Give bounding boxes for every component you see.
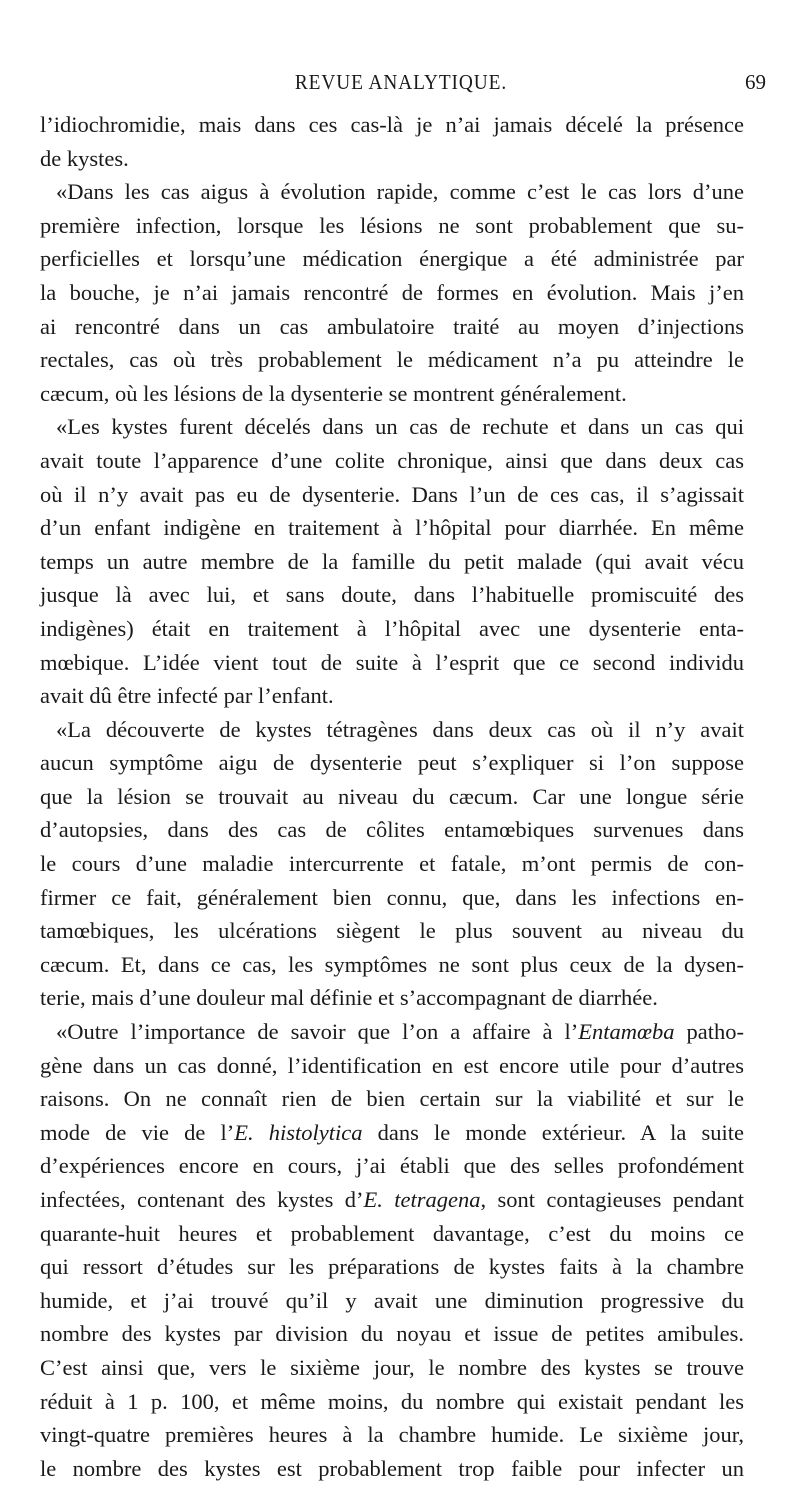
text-line: ai rencontré dans un cas ambulatoire traité au moyen d’injections [40, 313, 744, 339]
text-line: raisons. On ne connaît rien de bien certain sur la viabilité et sur le [40, 1086, 744, 1112]
text-fragment: dans le monde extérieur. A la suite [362, 1119, 744, 1145]
text-fragment: infectées, contenant des kystes d’ [40, 1187, 364, 1212]
text-line: le cours d’une maladie intercurrente et fatale, m’ont permis de con- [40, 851, 744, 877]
italic-term: E. histolytica [234, 1119, 363, 1145]
italic-term: E. tetragena [363, 1187, 481, 1212]
text-line: gène dans un cas donné, l’identification en est encore utile pour d’autres [40, 1052, 744, 1078]
text-line: cæcum, où les lésions de la dysenterie se montrent généralement. [40, 380, 627, 406]
text-line: tamœbiques, les ulcérations siègent le plus souvent au niveau du [40, 918, 744, 944]
text-line: que la lésion se trouvait au niveau du cæcum. Car une longue série [40, 783, 744, 809]
text-line: l’idiochromidie, mais dans ces cas-là je n’ai jamais décelé la présence [40, 112, 744, 137]
text-line: d’autopsies, dans des cas de côlites entamœbiques survenues dans [40, 817, 744, 843]
text-line: «Dans les cas aigus à évolution rapide, comme c’est le cas lors d’une [56, 179, 744, 205]
text-fragment: patho- [674, 1019, 744, 1045]
text-line: «La découverte de kystes tétragènes dans deux cas où il n’y avait [56, 716, 744, 742]
text-line: avait toute l’apparence d’une colite chronique, ainsi que dans deux cas [40, 447, 744, 473]
text-line: qui ressort d’études sur les préparations de kystes faits à la chambre [40, 1254, 744, 1280]
text-line: le nombre des kystes est probablement trop faible pour infecter un [40, 1455, 744, 1481]
text-line: de kystes. [40, 145, 129, 171]
text-line: quarante-huit heures et probablement davantage, c’est du moins ce [40, 1220, 744, 1246]
text-line: cæcum. Et, dans ce cas, les symptômes ne sont plus ceux de la dysen- [40, 951, 744, 977]
text-line: aucun symptôme aigu de dysenterie peut s’expliquer si l’on suppose [40, 750, 744, 776]
text-line: mœbique. L’idée vient tout de suite à l’esprit que ce second individu [40, 649, 744, 675]
text-line: perficielles et lorsqu’une médication énergique a été administrée par [40, 246, 744, 272]
text-line: première infection, lorsque les lésions ne sont probablement que su- [40, 212, 744, 238]
text-line: réduit à 1 p. 100, et même moins, du nombre qui existait pendant les [40, 1388, 744, 1414]
text-line: avait dû être infecté par l’enfant. [40, 683, 334, 709]
text-fragment: , sont contagieuses pendant [480, 1187, 744, 1212]
text-line: nombre des kystes par division du noyau et issue de petites amibules. [40, 1321, 744, 1347]
italic-term: Entamœba [578, 1019, 675, 1045]
text-line: indigènes) était en traitement à l’hôpital avec une dysenterie entа- [40, 615, 744, 641]
text-line: C’est ainsi que, vers le sixième jour, le nombre des kystes se trouve [40, 1354, 744, 1380]
text-line: où il n’y avait pas eu de dysenterie. Dans l’un de ces cas, il s’agissait [40, 481, 744, 507]
text-line: vingt-quatre premières heures à la chambre humide. Le sixième jour, [40, 1422, 744, 1448]
text-line: la bouche, je n’ai jamais rencontré de formes en évolution. Mais j’en [40, 279, 744, 305]
running-title: REVUE ANALYTIQUE. [294, 70, 508, 94]
text-line [40, 1015, 744, 1049]
text-fragment: mode de vie de l’ [40, 1119, 235, 1145]
text-line [40, 1183, 744, 1217]
text-line: d’un enfant indigène en traitement à l’hôpital pour diarrhée. En même [40, 515, 744, 541]
text-line: humide, et j’ai trouvé qu’il y avait une diminution progressive du [40, 1287, 744, 1313]
text-fragment: «Outre l’importance de savoir que l’on a affaire à l’ [56, 1019, 579, 1045]
page-number: 69 [745, 70, 766, 94]
body-text [40, 108, 744, 1485]
text-line: jusque là avec lui, et sans doute, dans l’habituelle promiscuité des [40, 582, 744, 608]
text-line: rectales, cas où très probablement le médicament n’a pu atteindre le [40, 347, 744, 373]
text-line: «Les kystes furent décelés dans un cas de rechute et dans un cas qui [56, 414, 744, 440]
text-line [40, 1116, 744, 1150]
text-line: temps un autre membre de la famille du petit malade (qui avait vécu [40, 548, 744, 574]
page-header [36, 70, 766, 100]
text-line: terie, mais d’une douleur mal définie et s’accompagnant de diarrhée. [40, 985, 658, 1011]
text-line: firmer ce fait, généralement bien connu, que, dans les infections en- [40, 884, 744, 910]
text-line: d’expériences encore en cours, j’ai établi que des selles profondément [40, 1153, 744, 1179]
